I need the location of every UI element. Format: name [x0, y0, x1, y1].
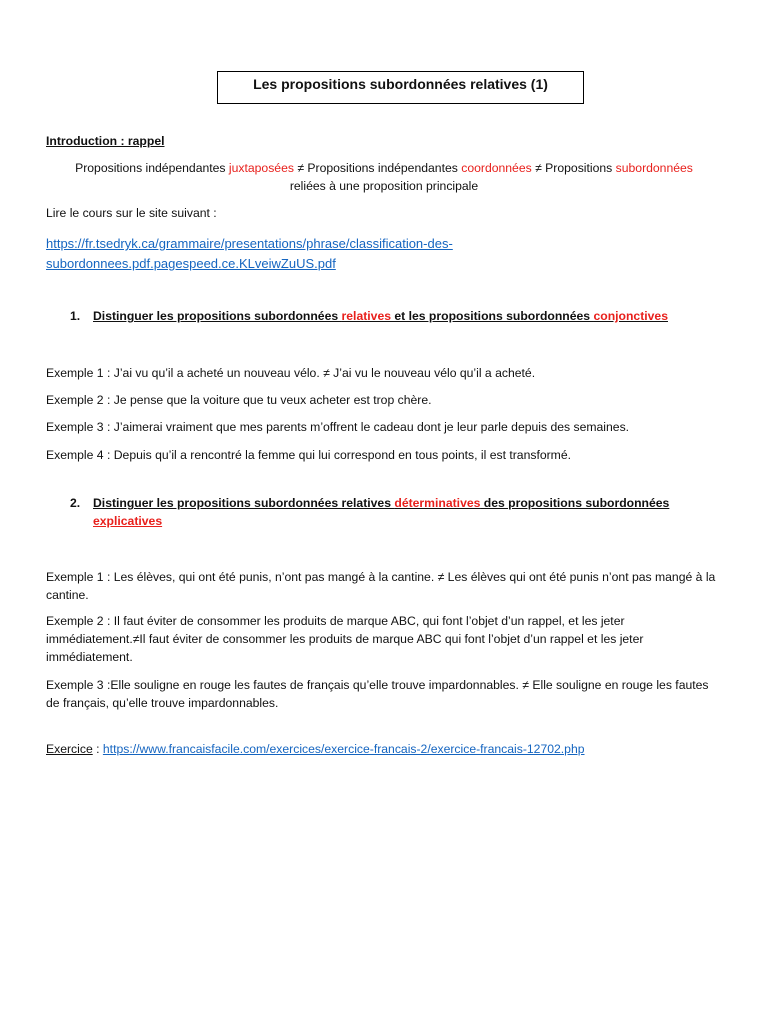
example-text: Exemple 3 : J’aimerai vraiment que mes parents m’offrent le cadeau dont je leur parle depuis des semaines. [46, 420, 630, 434]
read-course-text: Lire le cours sur le site suivant : [46, 206, 217, 220]
intro-seg-red: coordonnées [461, 161, 532, 175]
example-text: Exemple 1 : J’ai vu qu’il a acheté un nouveau vélo. ≠ J’ai vu le nouveau vélo qu’il a acheté. [46, 366, 536, 380]
example-text: Exemple 1 : Les élèves, qui ont été punis, n’ont pas mangé à la cantine. ≠ Les élèves qui ont été punis n’ont pas mangé à la cantine. [46, 570, 716, 602]
section-1-seg: Distinguer les propositions subordonnées [93, 309, 342, 323]
example-text: Exemple 4 : Depuis qu’il a rencontré la femme qui lui correspond en tous points, il est transformé. [46, 448, 571, 462]
exercise-separator: : [92, 742, 103, 756]
page-title: Les propositions subordonnées relatives (1) [217, 71, 584, 104]
section-2-title [93, 496, 669, 510]
section-2-number: 2. [70, 496, 81, 510]
intro-seg-red: juxtaposées [228, 161, 294, 175]
section-2-title-line-2: explicatives [93, 514, 163, 528]
intro-seg: Propositions indépendantes [75, 161, 229, 175]
section-1-number: 1. [70, 309, 81, 323]
exercise-label: Exercice [46, 742, 93, 756]
example-text: Exemple 2 : Il faut éviter de consommer les produits de marque ABC, qui font l’objet d’un rappel, et les jeter immédiatement.≠Il faut éviter de consommer les produits de marque ABC qui font l’objet d’un rappel et les jeter immédiatement. [46, 614, 644, 664]
section-2-seg: Distinguer les propositions subordonnées relatives [93, 496, 395, 510]
section-2-seg-red: déterminatives [394, 496, 481, 510]
exercise-line [46, 742, 585, 756]
intro-line-2: reliées à une proposition principale [289, 179, 479, 193]
section-1-seg: et les propositions subordonnées [391, 309, 594, 323]
example-text: Exemple 2 : Je pense que la voiture que tu veux acheter est trop chère. [46, 393, 432, 407]
course-link-container [46, 234, 516, 274]
intro-seg: ≠ Propositions indépendantes [293, 161, 462, 175]
intro-seg-red: subordonnées [615, 161, 693, 175]
intro-heading: Introduction : rappel [46, 134, 165, 148]
example-text: Exemple 3 :Elle souligne en rouge les fautes de français qu’elle trouve impardonnables. ≠ Elle souligne en rouge les fautes de français, qu’elle trouve impardonnables. [46, 678, 709, 710]
section-2-seg: des propositions subordonnées [480, 496, 670, 510]
intro-line-1 [0, 161, 768, 175]
section-1-title [93, 309, 668, 323]
section-1-seg-red: relatives [341, 309, 391, 323]
exercise-link[interactable]: https://www.francaisfacile.com/exercices/exercice-francais-2/exercice-francais-12702.php [102, 742, 585, 756]
intro-seg: ≠ Propositions [531, 161, 616, 175]
course-link[interactable]: https://fr.tsedryk.ca/grammaire/presentations/phrase/classification-des-subordonnees.pdf.pagespeed.ce.KLveiwZuUS.pdf [46, 236, 453, 271]
section-1-seg-red: conjonctives [593, 309, 668, 323]
